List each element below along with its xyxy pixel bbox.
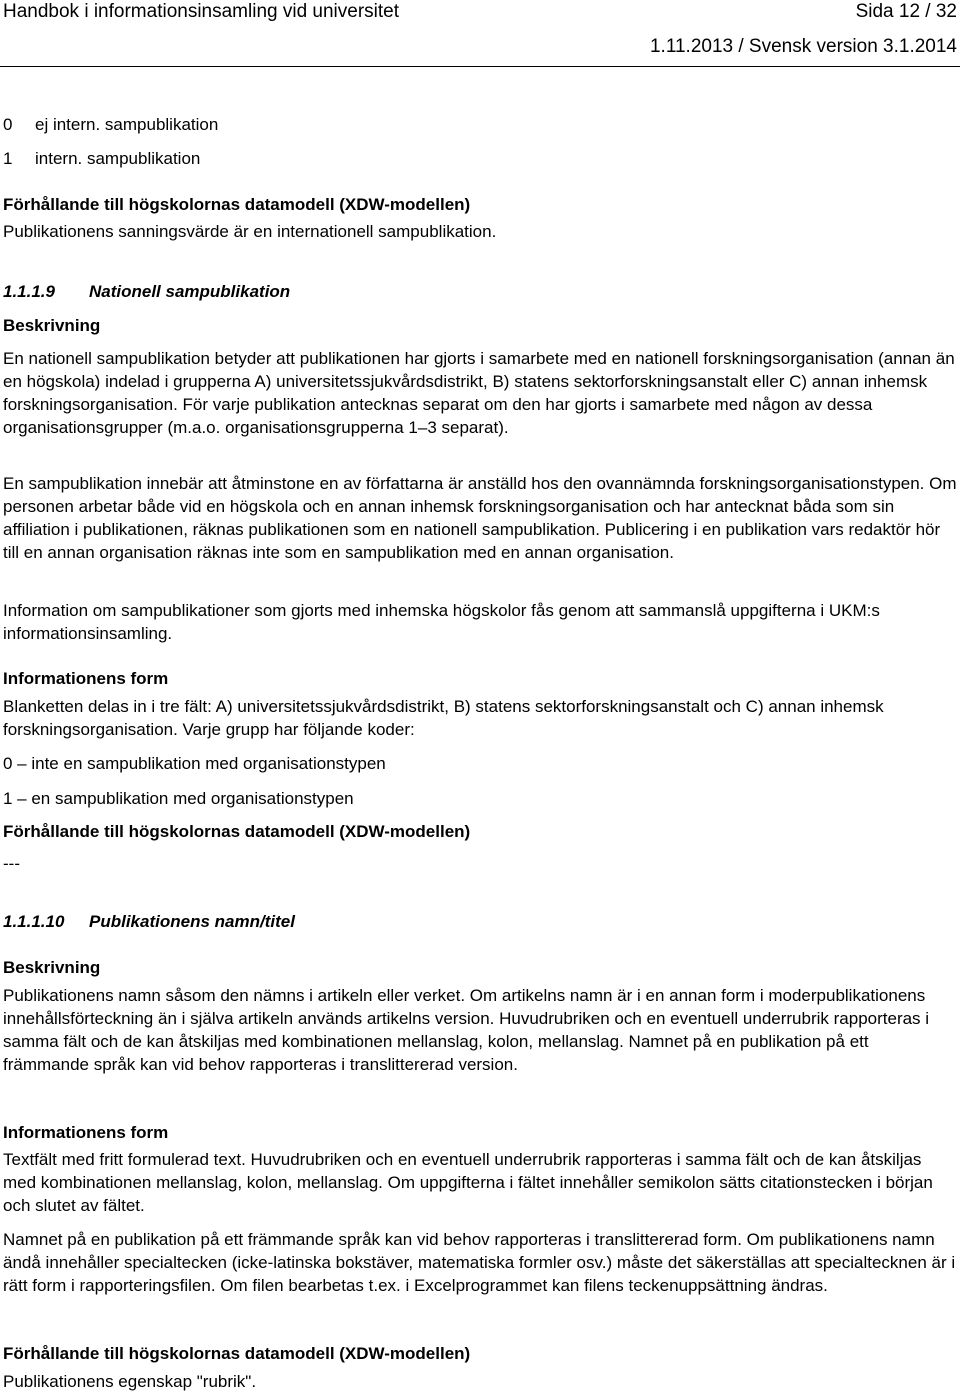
code-item xyxy=(3,147,957,170)
page-number: Sida 12 / 32 xyxy=(855,1,957,22)
description-heading: Beskrivning xyxy=(3,958,101,977)
section-number: 1.1.1.9 xyxy=(3,282,55,301)
code-line: 0 – inte en sampublikation med organisationstypen xyxy=(3,754,386,773)
code-number: 1 xyxy=(3,149,13,168)
code-number: 0 xyxy=(3,115,13,134)
code-text: ej intern. sampublikation xyxy=(35,115,219,134)
section-number: 1.1.1.10 xyxy=(3,912,65,931)
description-paragraph: Namnet på en publikation på ett främmande språk kan vid behov rapporteras i translittererad form. Om publikationens namn ändå innehåller specialtecken (icke-latinska bokstäver, matematiska formler osv.) måste det säkerställas att specialtecknen är i rätt form i rapporteringsfilen. Om filen bearbetas t.ex. i Excelprogrammet kan filens teckenuppsättning ändras. xyxy=(3,1230,956,1295)
section-title: Nationell sampublikation xyxy=(89,282,291,301)
model-relation-text: --- xyxy=(3,854,20,873)
form-heading: Informationens form xyxy=(3,669,169,688)
form-text: Blanketten delas in i tre fält: A) universitetssjukvårdsdistrikt, B) statens sektorforskningsanstalt och C) annan inhemsk forskningsorganisation. Varje grupp har följande koder: xyxy=(3,697,884,739)
section-title: Publikationens namn/titel xyxy=(89,912,295,931)
description-paragraph: En sampublikation innebär att åtminstone en av författarna är anställd hos den ovannämnda forskningsorganisationstypen. Om personen arbetar både vid en högskola och en annan inhemsk forskningsorganisation och har antecknat båda som sin affiliation i publikationen, räknas publikationen som en nationell sampublikation. Publicering i en publikation vars redaktör hör till en annan organisation räknas inte som en sampublikation med en annan organisation. xyxy=(3,474,957,562)
section-heading xyxy=(3,280,957,303)
model-relation-text: Publikationens sanningsvärde är en internationell sampublikation. xyxy=(3,222,497,241)
section-heading xyxy=(3,910,957,933)
code-line: 1 – en sampublikation med organisationstypen xyxy=(3,789,354,808)
model-relation-heading: Förhållande till högskolornas datamodell (XDW-modellen) xyxy=(3,1344,471,1363)
form-heading: Informationens form xyxy=(3,1123,169,1142)
description-paragraph: En nationell sampublikation betyder att publikationen har gjorts i samarbete med en nationell forskningsorganisation (annan än en högskola) indelad i grupperna A) universitetssjukvårdsdistrikt, B) statens sektorforskningsanstalt eller C) annan inhemsk forskningsorganisation. För varje publikation antecknas separat om den har gjorts i samarbete med någon av dessa organisationsgrupper (m.a.o. organisationsgrupperna 1–3 separat). xyxy=(3,349,955,437)
header-divider xyxy=(0,66,960,67)
document-title: Handbok i informationsinsamling vid universitet xyxy=(3,1,400,22)
model-relation-text: Publikationens egenskap "rubrik". xyxy=(3,1372,257,1391)
form-text: Textfält med fritt formulerad text. Huvudrubriken och en eventuell underrubrik rapporteras i samma fält och de kan åtskiljas med kombinationen mellanslag, kolon, mellanslag. Om uppgifterna i fältet innehåller semikolon sätts citationstecken i början och slutet av fältet. xyxy=(3,1150,933,1215)
model-relation-heading: Förhållande till högskolornas datamodell (XDW-modellen) xyxy=(3,195,471,214)
description-paragraph: Information om sampublikationer som gjorts med inhemska högskolor fås genom att sammanslå uppgifterna i UKM:s informationsinsamling. xyxy=(3,601,880,643)
code-text: intern. sampublikation xyxy=(35,149,201,168)
description-heading: Beskrivning xyxy=(3,316,101,335)
version-date: 1.11.2013 / Svensk version 3.1.2014 xyxy=(649,36,957,57)
code-item xyxy=(3,113,957,136)
model-relation-heading: Förhållande till högskolornas datamodell (XDW-modellen) xyxy=(3,822,471,841)
description-paragraph: Publikationens namn såsom den nämns i artikeln eller verket. Om artikelns namn är i en annan form i moderpublikationens innehållsförteckning än i själva artikeln används artikelns version. Huvudrubriken och en eventuell underrubrik rapporteras i samma fält och de kan åtskiljas med kombinationen mellanslag, kolon, mellanslag. Namnet på en publikation på ett främmande språk kan vid behov rapporteras i translittererad version. xyxy=(3,986,930,1074)
